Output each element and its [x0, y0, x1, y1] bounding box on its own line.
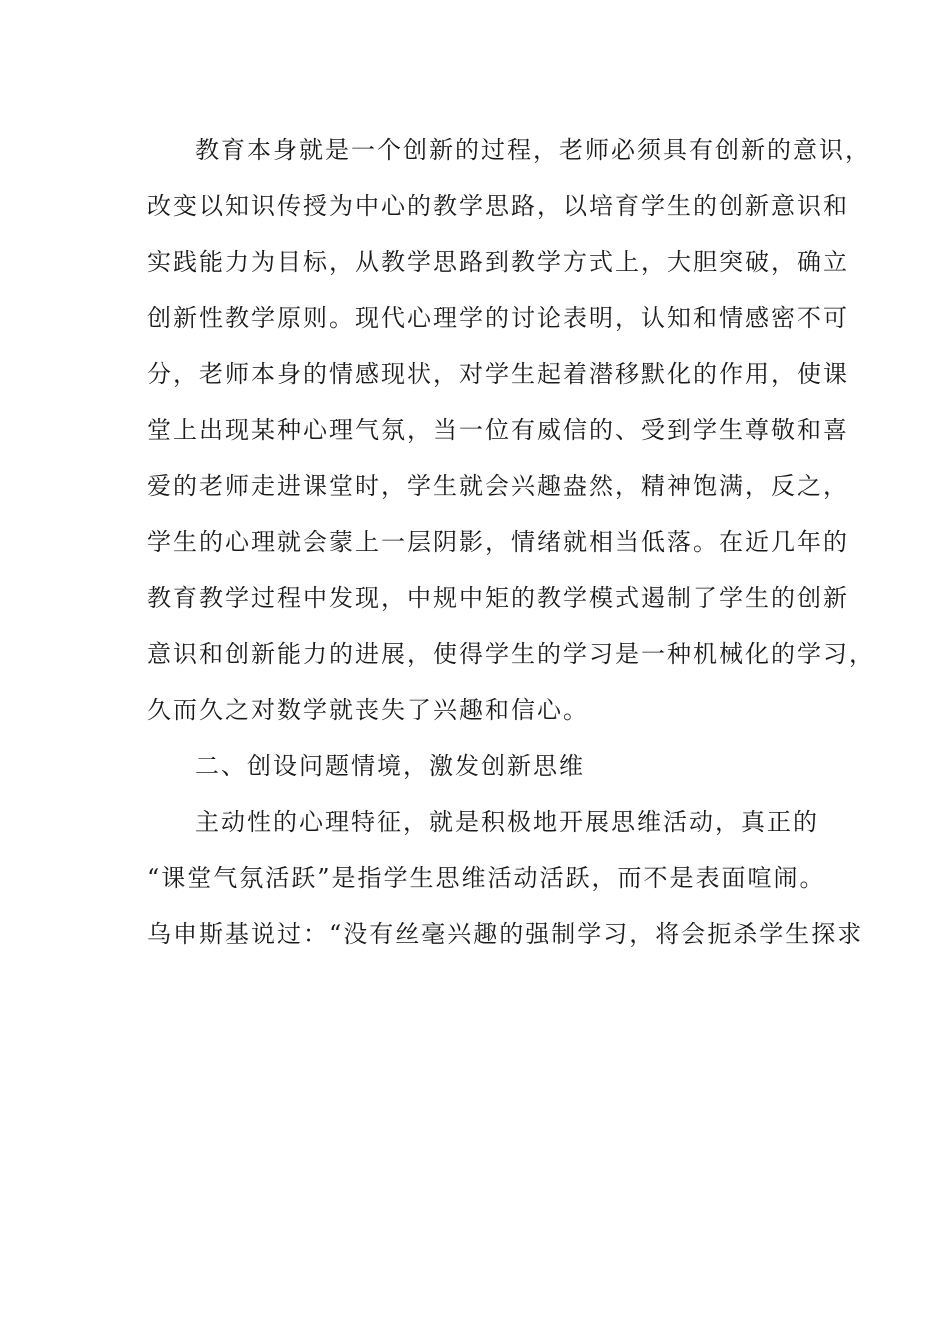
section-heading: 二、创设问题情境，激发创新思维: [195, 752, 585, 780]
paragraph-1-line-8: 学生的心理就会蒙上一层阴影，情绪就相当低落。在近几年的: [147, 528, 849, 556]
paragraph-2-line-2: “课堂气氛活跃”是指学生思维活动活跃，而不是表面喧闹。: [147, 864, 826, 892]
paragraph-1-line-9: 教育教学过程中发现，中规中矩的教学模式遏制了学生的创新: [147, 584, 849, 612]
paragraph-1-line-2: 改变以知识传授为中心的教学思路，以培育学生的创新意识和: [147, 192, 849, 220]
paragraph-1-line-1: 教育本身就是一个创新的过程，老师必须具有创新的意识，: [195, 136, 871, 164]
document-body: [147, 122, 875, 962]
paragraph-1-line-5: 分，老师本身的情感现状，对学生起着潜移默化的作用，使课: [147, 360, 849, 388]
paragraph-2-line-3: 乌申斯基说过：“没有丝毫兴趣的强制学习，将会扼杀学生探求: [147, 920, 864, 948]
paragraph-1-line-4: 创新性教学原则。现代心理学的讨论表明，认知和情感密不可: [147, 304, 849, 332]
paragraph-1-line-6: 堂上出现某种心理气氛，当一位有威信的、受到学生尊敬和喜: [147, 416, 849, 444]
paragraph-2-line-1: 主动性的心理特征，就是积极地开展思维活动，真正的: [195, 808, 819, 836]
paragraph-1-line-10: 意识和创新能力的进展，使得学生的学习是一种机械化的学习，: [147, 640, 875, 668]
paragraph-1-line-3: 实践能力为目标，从教学思路到教学方式上，大胆突破，确立: [147, 248, 849, 276]
paragraph-1-line-7: 爱的老师走进课堂时，学生就会兴趣盎然，精神饱满，反之，: [147, 472, 849, 500]
paragraph-1-line-11: 久而久之对数学就丧失了兴趣和信心。: [147, 696, 589, 724]
